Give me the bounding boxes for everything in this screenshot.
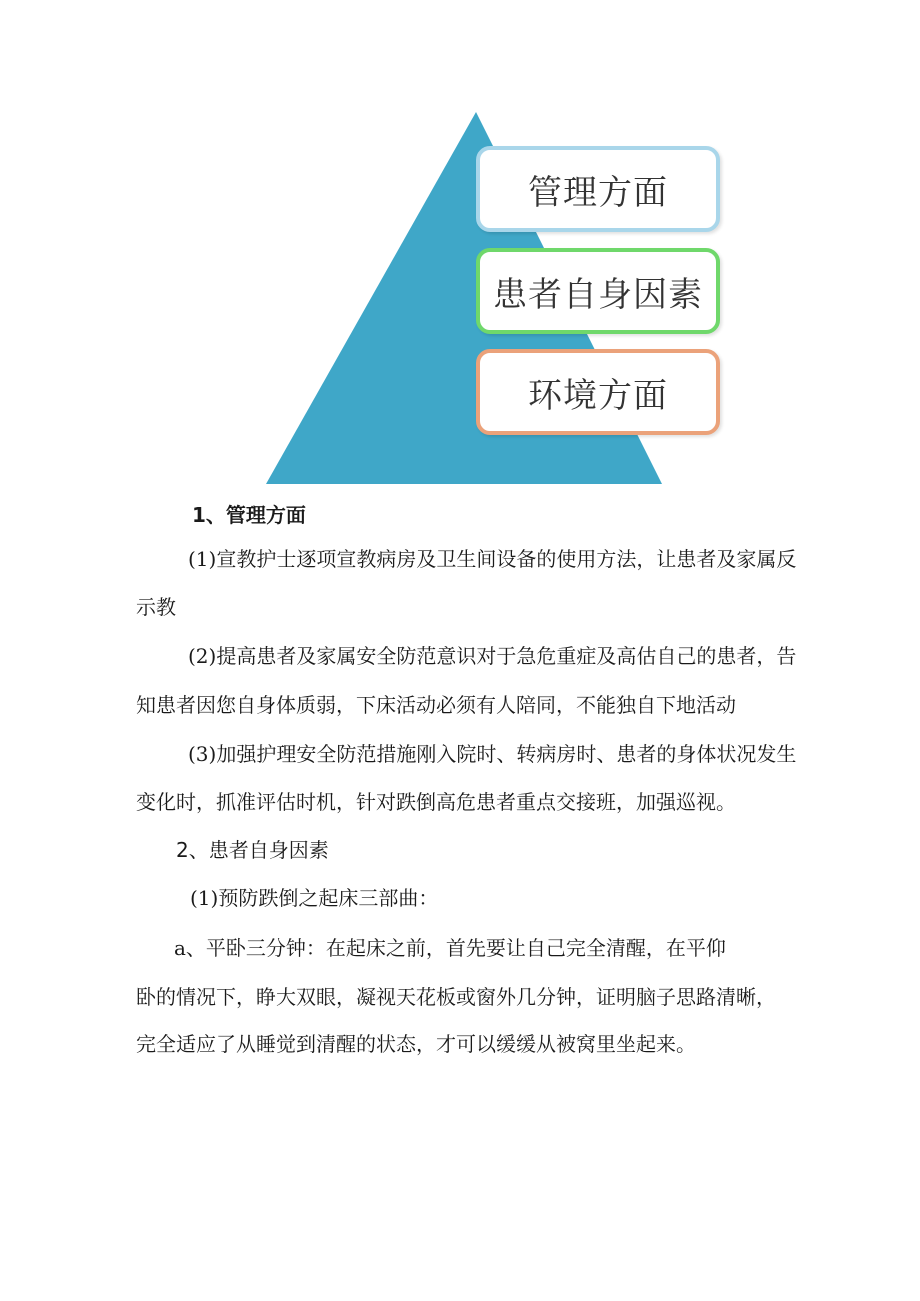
pyramid-diagram [0,0,920,500]
item2-line2: 知患者因您自身体质弱，下床活动必须有人陪同，不能独自下地活动 [136,693,736,717]
sub1-heading: (1)预防跌倒之起床三部曲： [190,886,439,910]
para-a-line1: a、平卧三分钟：在起床之前，首先要让自己完全清醒，在平仰 [174,936,726,960]
tier-patient-factors: 患者自身因素 [476,248,720,334]
item1-line2: 示教 [136,595,176,619]
item2-line1: (2)提高患者及家属安全防范意识对于急危重症及高估自己的患者，告 [188,644,797,668]
item3-line2: 变化时，抓准评估时机，针对跌倒高危患者重点交接班，加强巡视。 [136,790,736,814]
tier-environment: 环境方面 [476,349,720,435]
item3-line1: (3)加强护理安全防范措施刚入院时、转病房时、患者的身体状况发生 [188,742,797,766]
para-a-line3: 完全适应了从睡觉到清醒的状态，才可以缓缓从被窝里坐起来。 [136,1032,696,1056]
section2-heading: 2、患者自身因素 [176,838,329,862]
para-a-line2: 卧的情况下，睁大双眼，凝视天花板或窗外几分钟，证明脑子思路清晰， [136,985,776,1009]
item1-line1: (1)宣教护士逐项宣教病房及卫生间设备的使用方法，让患者及家属反 [188,547,797,571]
pyramid-graphic [0,0,920,500]
tier-management: 管理方面 [476,146,720,232]
section1-heading: 1、管理方面 [192,503,306,527]
